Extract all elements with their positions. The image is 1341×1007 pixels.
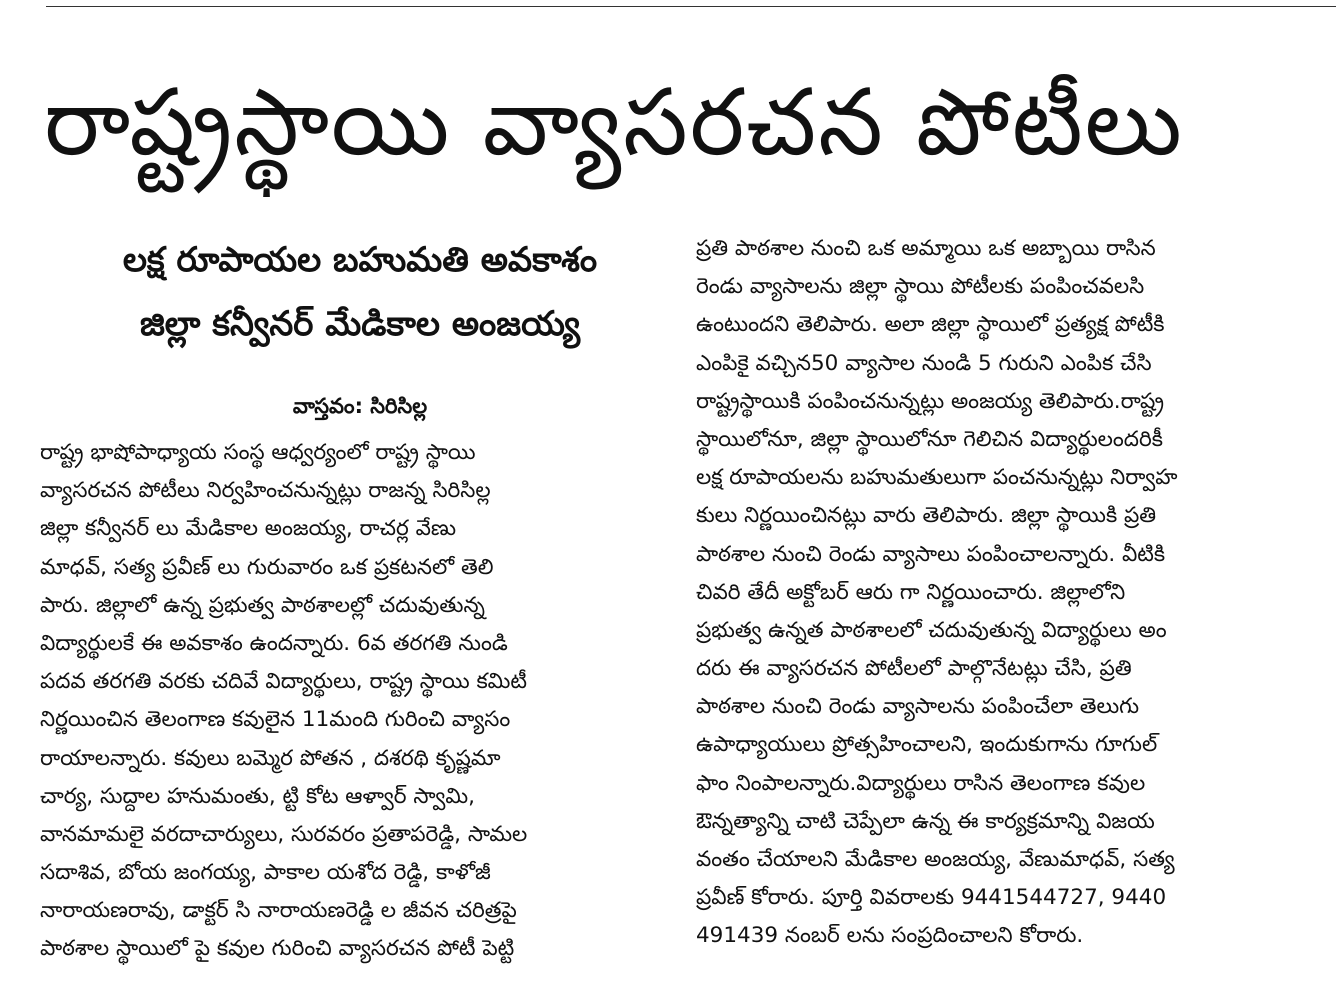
article-line: నారాయణరావు, డాక్టర్ సి నారాయణరెడ్డి ల జీవన చరిత్రపై	[40, 898, 517, 924]
page-headline: రాష్ట్రస్థాయి వ్యాసరచన పోటీలు	[44, 69, 1184, 176]
article-line: పాఠశాల నుంచి రెండు వ్యాసాలను పంపించేలా తెలుగు	[696, 694, 1140, 720]
dateline: వాస్తవం: సిరిసిల్ల	[292, 394, 428, 418]
article-line: విద్యార్థులకే ఈ అవకాశం ఉందన్నారు. 6వ తరగతి నుండి	[40, 630, 508, 656]
article-line: పారు. జిల్లాలో ఉన్న ప్రభుత్వ పాఠశాలల్లో చదువుతున్న	[40, 592, 485, 618]
article-line: ప్రవీణ్ కోరారు. పూర్తి వివరాలకు 9441544727, 9440	[696, 885, 1167, 911]
article-line: పదవ తరగతి వరకు చదివే విద్యార్థులు, రాష్ట్ర స్థాయి కమిటీ	[40, 669, 528, 695]
article-line: ఉంటుందని తెలిపారు. అలా జిల్లా స్థాయిలో ప్రత్యక్ష పోటీకి	[696, 312, 1165, 338]
article-line: వ్యాసరచన పోటీలు నిర్వహించనున్నట్లు రాజన్న సిరిసిల్ల	[40, 478, 491, 504]
article-line: ఎంపికై వచ్చిన50 వ్యాసాల నుండి 5 గురుని ఎంపిక చేసి	[696, 350, 1152, 376]
article-line: ఫాం నింపాలన్నారు.విద్యార్థులు రాసిన తెలంగాణ కవుల	[696, 770, 1146, 796]
article-line: 491439 నంబర్ లను సంప్రదించాలని కోరారు.	[696, 923, 1084, 949]
subheadline-2: జిల్లా కన్వీనర్ మేడికాల అంజయ్య	[139, 304, 581, 344]
article-line: పాఠశాల నుంచి రెండు వ్యాసాలు పంపించాలన్నారు. వీటికి	[696, 541, 1166, 567]
article-line: సదాశివ, బోయ జంగయ్య, పాకాల యశోద రెడ్డి, కాళోజీ	[40, 860, 491, 886]
article-line: ఔన్నత్యాన్ని చాటి చెప్పేలా ఉన్న ఈ కార్యక్రమాన్ని విజయ	[696, 808, 1155, 834]
article-line: కులు నిర్ణయించినట్లు వారు తెలిపారు. జిల్లా స్థాయికి ప్రతి	[696, 503, 1157, 529]
article-line: రెండు వ్యాసాలను జిల్లా స్థాయి పోటీలకు పంపించవలసి	[696, 274, 1145, 300]
article-line: లక్ష రూపాయలను బహుమతులుగా పంచనున్నట్లు నిర్వాహ	[696, 465, 1178, 491]
article-line: జిల్లా కన్వీనర్ లు మేడికాల అంజయ్య, రాచర్ల వేణు	[40, 516, 457, 542]
article-right-column	[696, 230, 1326, 956]
article-line: మాధవ్, సత్య ప్రవీణ్ లు గురువారం ఒక ప్రకటనలో తెలి	[40, 554, 494, 580]
subheadline-1: లక్ష రూపాయల బహుమతి అవకాశం	[122, 240, 598, 280]
article-line: రాష్ట్రస్థాయికి పంపించనున్నట్లు అంజయ్య తెలిపారు.రాష్ట్ర	[696, 388, 1165, 414]
article-line: ఉపాధ్యాయులు ప్రోత్సహించాలని, ఇందుకుగాను గూగుల్	[696, 732, 1158, 758]
article-line: చార్య, సుద్దాల హనుమంతు, ట్టి కోట ఆళ్వార్ స్వామి,	[40, 783, 475, 809]
article-line: దరు ఈ వ్యాసరచన పోటీలలో పాల్గొనేటట్లు చేసి, ప్రతి	[696, 656, 1132, 682]
article-line: వంతం చేయాలని మేడికాల అంజయ్య, వేణుమాధవ్, సత్య	[696, 847, 1175, 872]
article-line: ప్రభుత్వ ఉన్నత పాఠశాలలో చదువుతున్న విద్యార్థులు అం	[696, 617, 1167, 643]
article-left-column	[40, 434, 680, 969]
article-line: చివరి తేదీ అక్టోబర్ ఆరు గా నిర్ణయించారు. జిల్లాలోని	[696, 579, 1126, 605]
article-line: వానమామలై వరదాచార్యులు, సురవరం ప్రతాపరెడ్డి, సామల	[40, 821, 528, 847]
article-line: ప్రతి పాఠశాల నుంచి ఒక అమ్మాయి ఒక అబ్బాయి రాసిన	[696, 236, 1156, 261]
article-line: స్థాయిలోనూ, జిల్లా స్థాయిలోనూ గెలిచిన విద్యార్థులందరికీ	[696, 426, 1163, 452]
article-line: పాఠశాల స్థాయిలో పై కవుల గురించి వ్యాసరచన పోటీ పెట్టి	[40, 936, 515, 962]
article-line: రాయాలన్నారు. కవులు బమ్మెర పోతన , దశరథి కృష్ణమా	[40, 745, 501, 771]
top-rule	[46, 6, 1336, 7]
article-line: రాష్ట్ర భాషోపాధ్యాయ సంస్థ ఆధ్వర్యంలో రాష్ట్ర స్థాయి	[40, 440, 476, 465]
article-line: నిర్ణయించిన తెలంగాణ కవులైన 11మంది గురించి వ్యాసం	[40, 707, 511, 733]
